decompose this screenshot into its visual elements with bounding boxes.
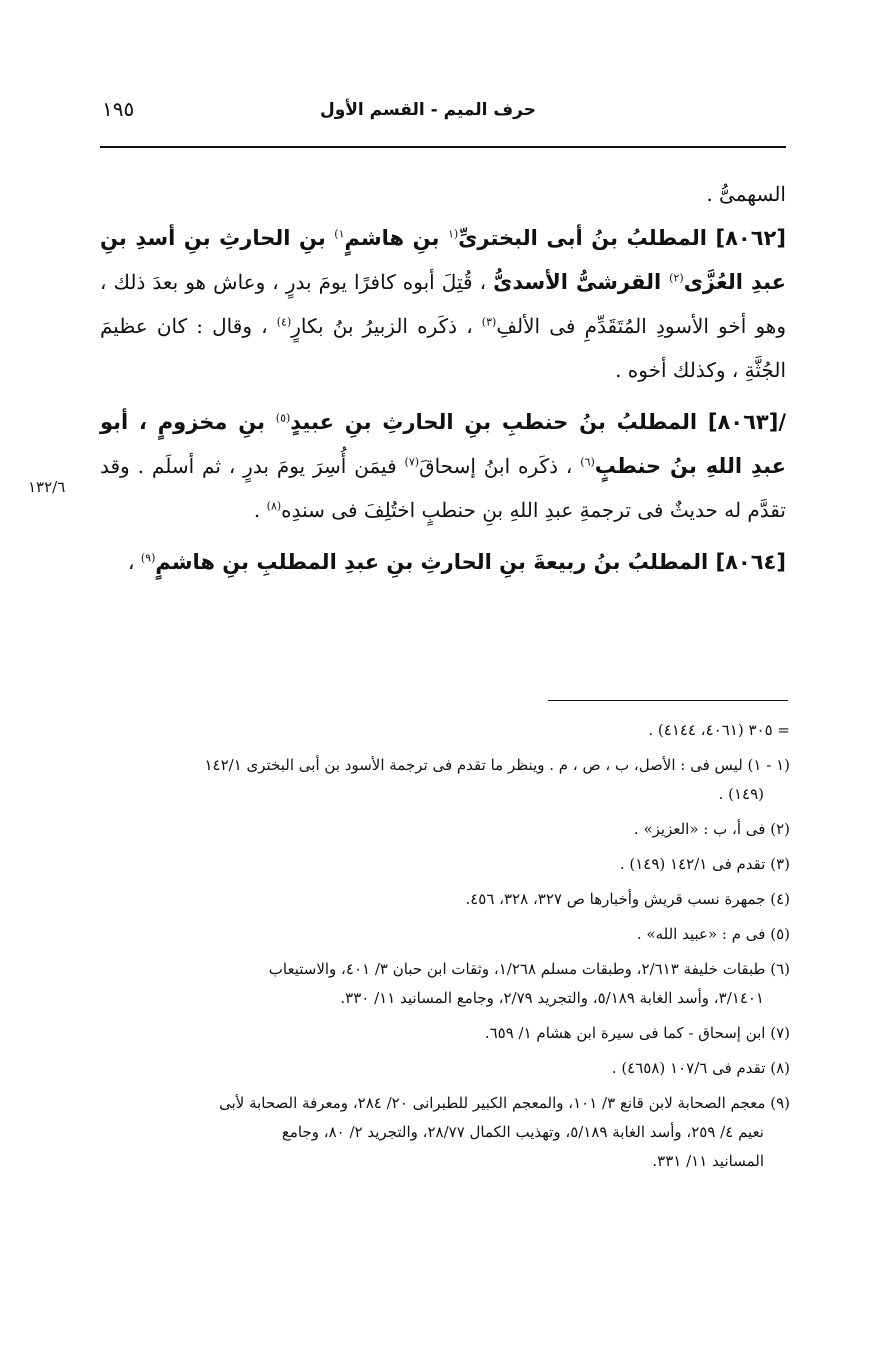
page-break-slash: /: [778, 410, 786, 434]
margin-reference: ١٣٢/٦: [28, 478, 66, 496]
entry-heading-cont: القرشىُّ الأسدىُّ: [493, 270, 670, 294]
footnotes: [100, 716, 790, 1182]
footnote-text-cont: نعيم ٤/ ٢٥٩، وأسد الغابة ٥/١٨٩، وتهذيب الكمال ٢٨/٧٧، والتجريد ٢/ ٨٠، وجامع: [281, 1123, 764, 1141]
footnote-8: (٨) تقدم فى ١٠٧/٦ (٤٦٥٨) .: [611, 1059, 790, 1077]
footnote-text-cont: المسانيد ١١/ ٣٣١.: [652, 1152, 764, 1170]
footnote-ref: (٣): [481, 315, 497, 329]
entry-text: فيمَن أُسِرَ يومَ بدرٍ ، ثم أسلَم . وقد تقدَّم له حديثٌ فى ترجمةِ عبدِ اللهِ بنِ حنطبٍ اختُلِفَ فى سندِه: [100, 454, 786, 522]
entry-heading-cont: بنِ مخزومٍ ، أبو عبدِ اللهِ بنُ حنطبٍ: [100, 410, 786, 478]
footnote-ref: (٢): [669, 271, 684, 285]
running-header: [100, 92, 786, 148]
footnote-continued: = ٣٠٥ (٤٠٦١، ٤١٤٤) .: [648, 721, 790, 739]
entry-heading-cont: بنِ هاشمٍ: [344, 226, 448, 250]
footnote-ref: (٥): [275, 411, 291, 425]
entry-8063: [100, 400, 786, 532]
paragraph-continuation: السهمىُّ .: [706, 182, 786, 206]
entry-8062: [100, 216, 786, 392]
footnote-4: (٤) جمهرة نسب قريش وأخبارها ص ٣٢٧، ٣٢٨، ٤٥٦.: [465, 890, 790, 908]
entry-heading-cont: بنِ الحارثِ بنِ أسدِ بنِ عبدِ العُزَّى: [100, 226, 786, 294]
entry-heading: [٨٠٦٤] المطلبُ بنُ ربيعةَ بنِ الحارثِ بنِ عبدِ المطلبِ بنِ هاشمٍ: [155, 550, 786, 574]
footnote-ref: (٨): [266, 499, 282, 513]
entry-heading: [٨٠٦٣] المطلبُ بنُ حنطبِ بنِ الحارثِ بنِ عبيدٍ: [290, 410, 779, 434]
entry-text: ، ذكَره الزبيرُ بنُ بكارٍ: [291, 314, 482, 338]
entry-heading: [٨٠٦٢] المطلبُ بنُ أبى البخترىِّ: [458, 226, 786, 250]
footnote-text: (٩) معجم الصحابة لابن قانع ٣/ ١٠١، والمعجم الكبير للطبرانى ٢٠/ ٢٨٤، ومعرفة الصحابة لأبى: [219, 1094, 790, 1112]
entry-text: ،: [128, 550, 141, 574]
footnote-1: [100, 751, 790, 809]
page-number: ١٩٥: [102, 97, 135, 121]
entry-text: .: [253, 498, 267, 522]
entry-text: ، وقال : كان عظيمَ الجُثَّةِ ، وكذلك أخوه .: [100, 314, 786, 382]
entry-text: ، قُتِلَ أبوه كافرًا يومَ بدرٍ ، وعاش هو بعدَ ذلك ، وهو أخو الأسودِ المُتَقَدِّمِ فى الألفِ: [100, 270, 786, 338]
footnote-text-cont: (١٤٩) .: [718, 785, 764, 803]
footnote-2: (٢) فى أ، ب : «العزيز» .: [633, 820, 790, 838]
header-title: حرف الميم - القسم الأول: [319, 100, 536, 120]
footnote-ref: (١: [447, 227, 459, 241]
footnote-ref: (٧): [404, 455, 420, 469]
main-text: [100, 172, 786, 584]
footnote-5: (٥) فى م : «عبيد الله» .: [636, 925, 790, 943]
footnote-ref: (٤): [276, 315, 292, 329]
footnote-9: [100, 1089, 790, 1176]
entry-8064: [100, 540, 786, 584]
footnote-text-cont: ٣/١٤٠١، وأسد الغابة ٥/١٨٩، والتجريد ٢/٧٩، وجامع المسانيد ١١/ ٣٣٠.: [340, 989, 764, 1007]
entry-text: ، ذكَره ابنُ إسحاقَ: [419, 454, 581, 478]
footnote-3: (٣) تقدم فى ١٤٢/١ (١٤٩) .: [619, 855, 790, 873]
footnote-ref: (٩): [140, 551, 156, 565]
footnote-7: (٧) ابن إسحاق - كما فى سيرة ابن هشام ١/ ٦٥٩.: [484, 1024, 790, 1042]
footnote-text: (٦) طبقات خليفة ٢/٦١٣، وطبقات مسلم ١/٢٦٨، وثقات ابن حبان ٣/ ٤٠١، والاستيعاب: [268, 960, 790, 978]
footnote-divider: [548, 700, 788, 701]
footnote-text: (١ - ١) ليس فى : الأصل، ب ، ص ، م . وينظر ما تقدم فى ترجمة الأسود بن أبى البخترى ١٤٢/١: [204, 756, 790, 774]
footnote-ref: (٦): [580, 455, 595, 469]
footnote-6: [100, 955, 790, 1013]
footnote-ref: ١): [334, 227, 345, 241]
